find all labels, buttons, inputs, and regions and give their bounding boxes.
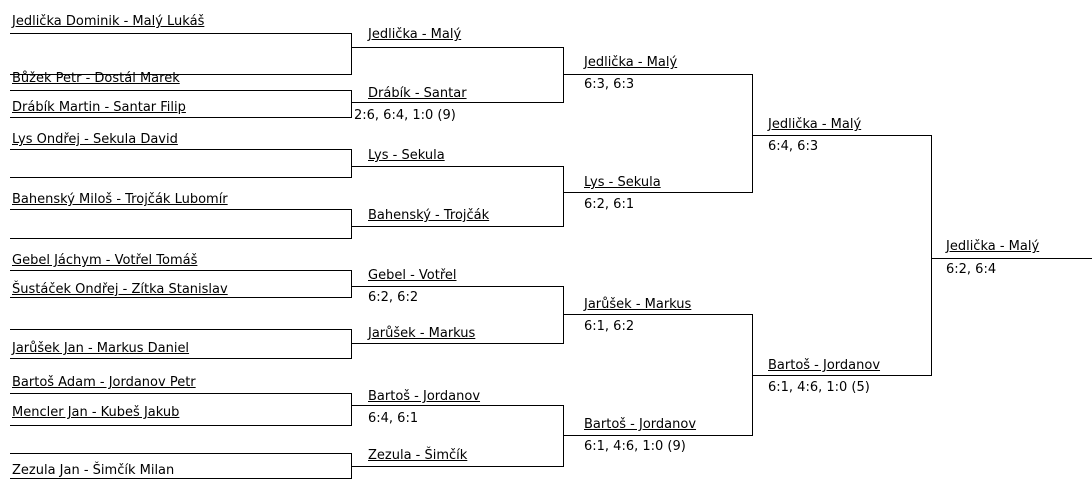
r2-team-3: Lys - Sekula bbox=[368, 148, 445, 163]
sf-score-1: 6:4, 6:3 bbox=[768, 139, 819, 154]
r2-team-4: Bahenský - Trojčák bbox=[368, 208, 490, 223]
r3-team-2: Lys - Sekula bbox=[584, 175, 661, 190]
r1-team-bartos-jordanov: Bartoš Adam - Jordanov Petr bbox=[12, 375, 196, 390]
r3-score-2: 6:2, 6:1 bbox=[584, 197, 635, 212]
r1-team-sustacek-zitka: Šustáček Ondřej - Zítka Stanislav bbox=[12, 282, 228, 297]
r2-team-1: Jedlička - Malý bbox=[368, 27, 462, 42]
r3-score-1: 6:3, 6:3 bbox=[584, 77, 635, 92]
sf-score-2: 6:1, 4:6, 1:0 (5) bbox=[768, 380, 870, 395]
r1-team-jedlicka-maly: Jedlička Dominik - Malý Lukáš bbox=[12, 14, 205, 29]
connector-r1-4 bbox=[10, 210, 352, 239]
r3-score-3: 6:1, 6:2 bbox=[584, 319, 635, 334]
r1-team-lys-sekula: Lys Ondřej - Sekula David bbox=[12, 132, 178, 147]
connector-r1-3 bbox=[10, 150, 352, 178]
r3-team-3: Jarůšek - Markus bbox=[584, 297, 692, 312]
r1-team-drabik-santar: Drábík Martin - Santar Filip bbox=[12, 100, 186, 115]
r2-team-8: Zezula - Šimčík bbox=[368, 448, 468, 463]
winner-score: 6:2, 6:4 bbox=[946, 262, 997, 277]
r2-score-7: 6:4, 6:1 bbox=[368, 411, 419, 426]
r2-team-7: Bartoš - Jordanov bbox=[368, 389, 481, 404]
r1-team-jarusek-markus: Jarůšek Jan - Markus Daniel bbox=[12, 341, 190, 356]
r1-team-zezula-simcik: Zezula Jan - Šimčík Milan bbox=[12, 463, 175, 478]
r2-score-2: 2:6, 6:4, 1:0 (9) bbox=[354, 108, 456, 123]
r1-team-mencler-kubes: Mencler Jan - Kubeš Jakub bbox=[12, 405, 180, 420]
sf-team-1: Jedlička - Malý bbox=[768, 117, 862, 132]
r1-team-gebel-votrel: Gebel Jáchym - Votřel Tomáš bbox=[12, 253, 198, 268]
winner-team: Jedlička - Malý bbox=[946, 239, 1040, 254]
r2-team-5: Gebel - Votřel bbox=[368, 268, 457, 283]
r3-score-4: 6:1, 4:6, 1:0 (9) bbox=[584, 439, 686, 454]
connector-r1-1 bbox=[10, 34, 352, 75]
r2-team-6: Jarůšek - Markus bbox=[368, 326, 476, 341]
r1-team-buzek-dostal: Bůžek Petr - Dostál Marek bbox=[12, 71, 180, 86]
r3-team-4: Bartoš - Jordanov bbox=[584, 417, 697, 432]
r2-team-2: Drábík - Santar bbox=[368, 86, 467, 101]
sf-team-2: Bartoš - Jordanov bbox=[768, 358, 881, 373]
r3-team-1: Jedlička - Malý bbox=[584, 55, 678, 70]
connector-r4 bbox=[753, 136, 932, 376]
r1-team-bahensky-trojcak: Bahenský Miloš - Trojčák Lubomír bbox=[12, 192, 228, 207]
r2-score-5: 6:2, 6:2 bbox=[368, 290, 419, 305]
